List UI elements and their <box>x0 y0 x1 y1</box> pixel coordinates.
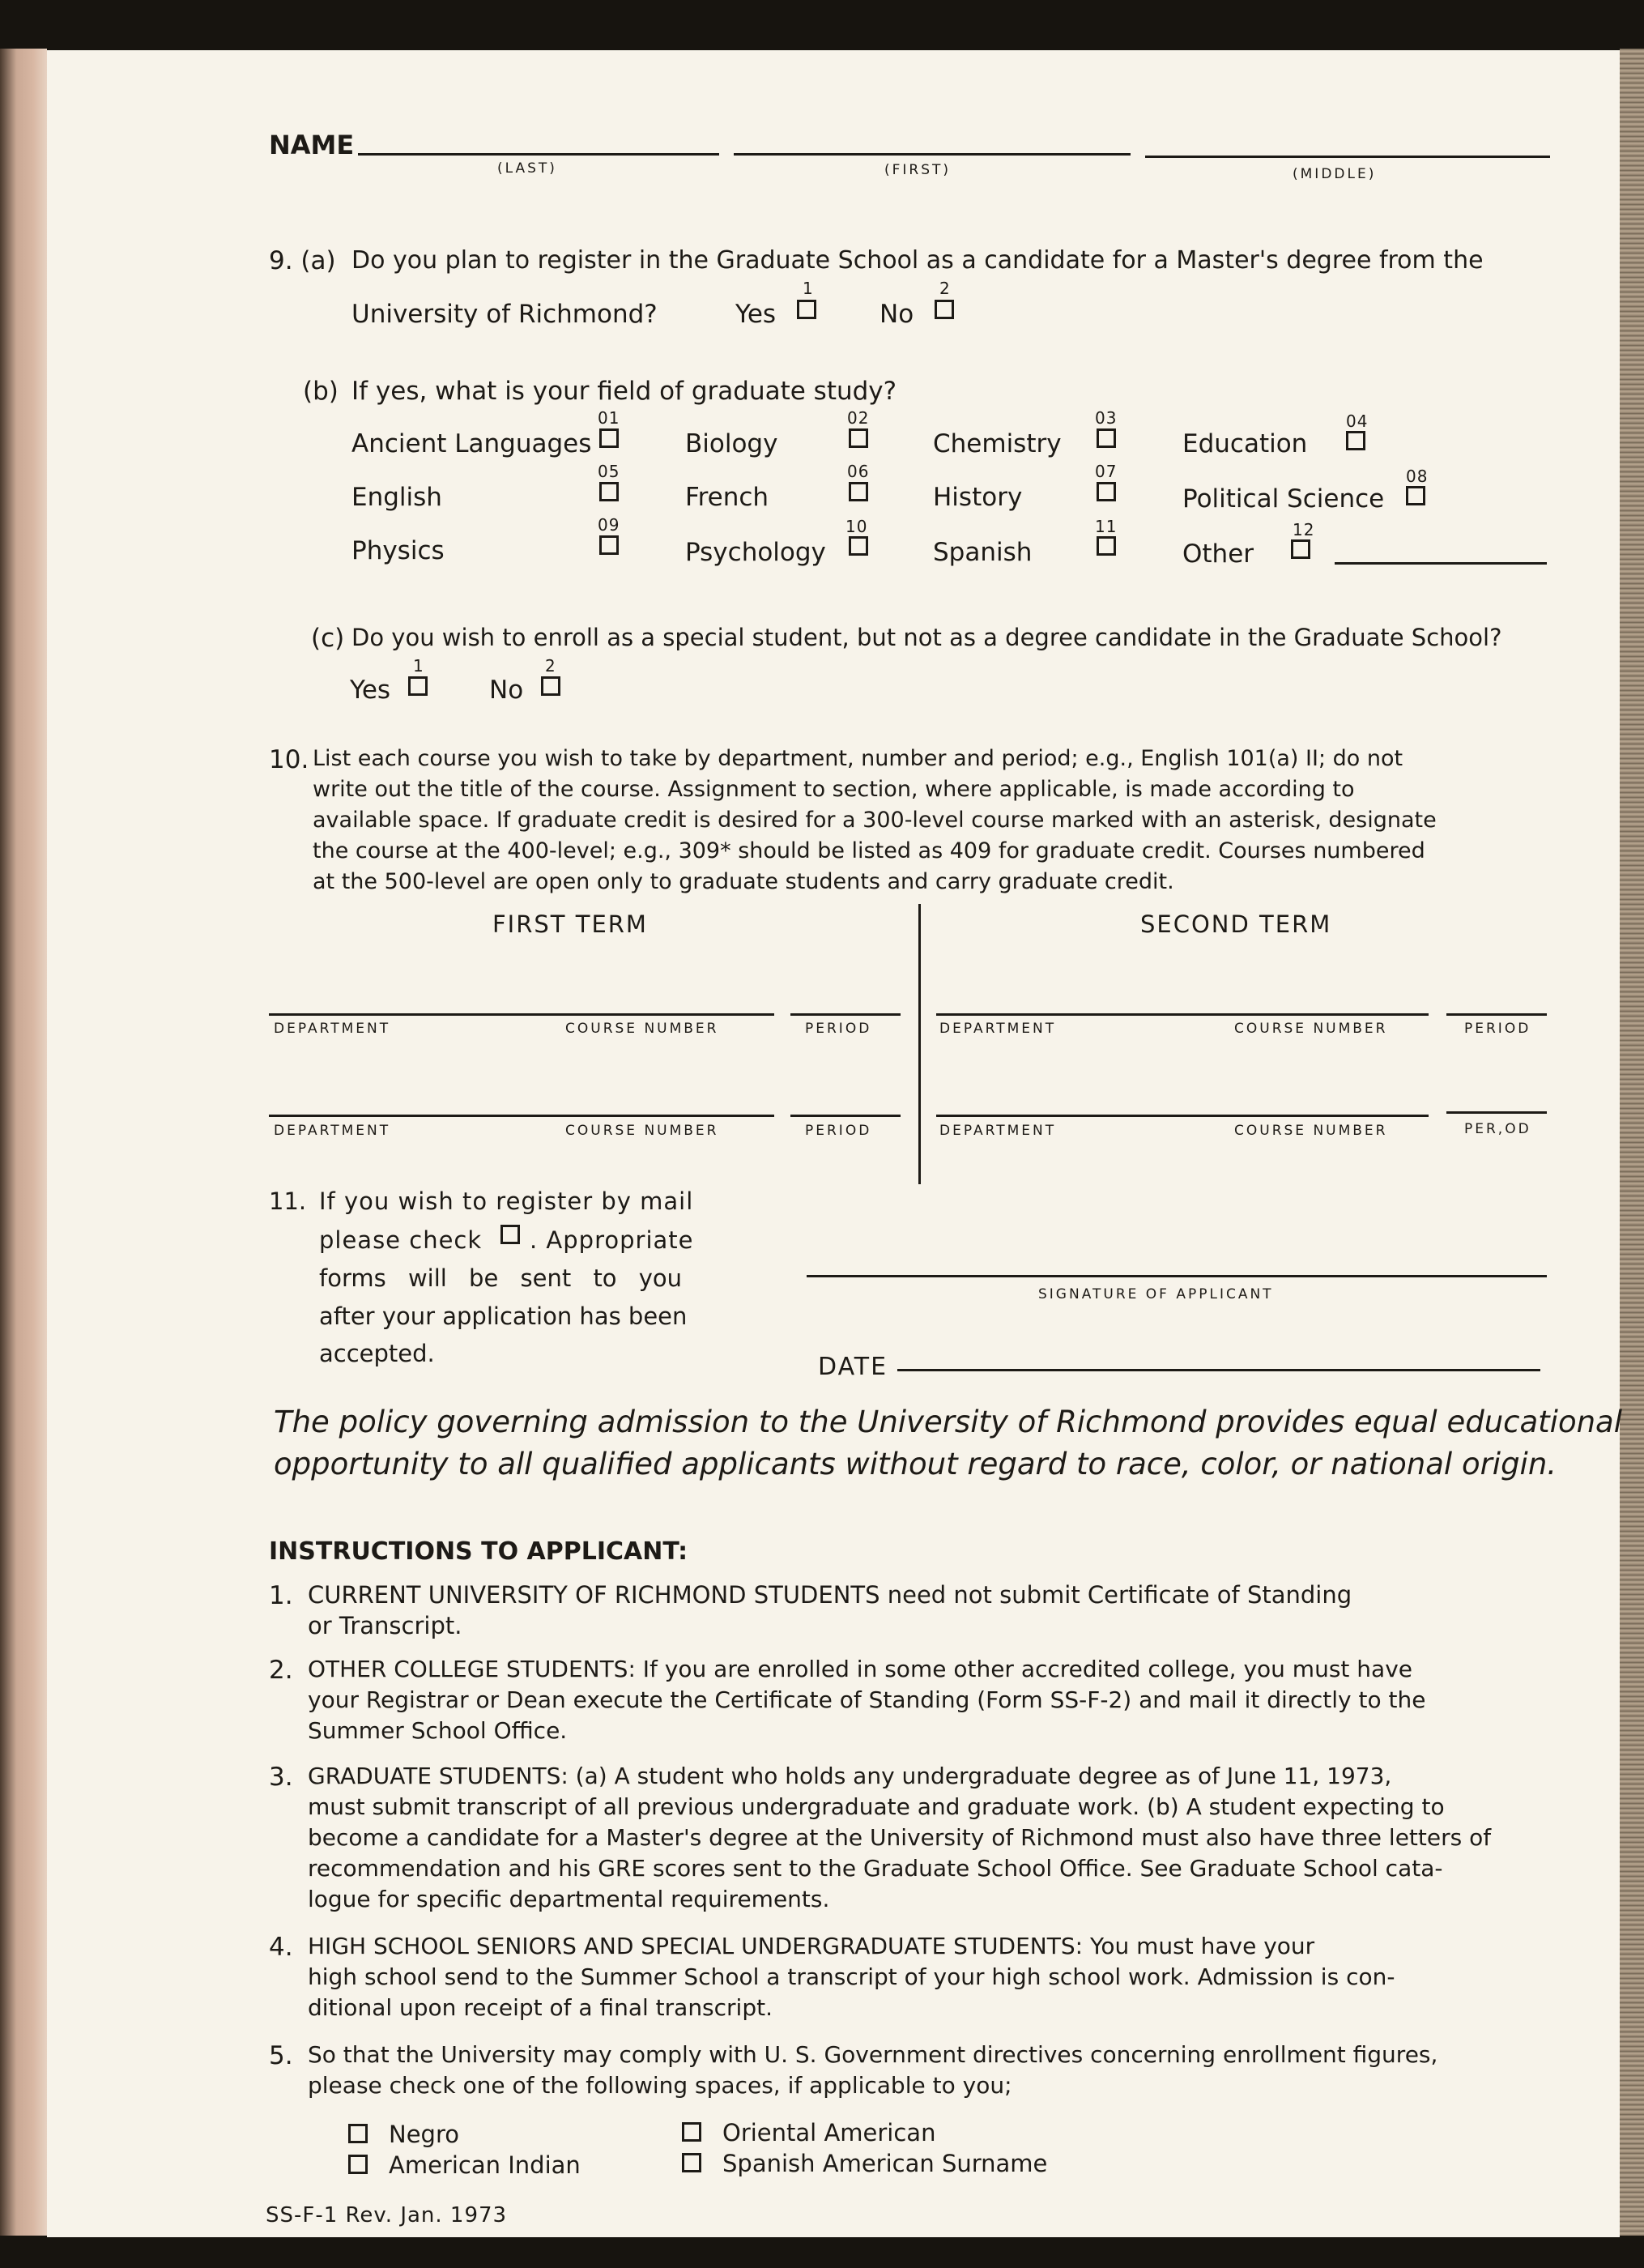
field-label: Political Science <box>1182 484 1385 514</box>
field-checkbox[interactable] <box>599 428 619 448</box>
first-caption: (FIRST) <box>884 162 952 178</box>
period-input-line[interactable] <box>790 1013 901 1016</box>
signature-input-line[interactable] <box>807 1275 1547 1277</box>
form-page <box>47 50 1620 2237</box>
instruction-line: or Transcript. <box>308 1612 462 1639</box>
instruction-number: 2. <box>269 1656 293 1685</box>
option-checkbox[interactable] <box>682 2122 701 2142</box>
instruction-line: your Registrar or Dean execute the Certificate of Standing (Form SS-F-2) and mail it directly to the <box>308 1686 1426 1713</box>
q9c-no-label: No <box>489 676 524 705</box>
instructions-heading: INSTRUCTIONS TO APPLICANT: <box>269 1537 688 1566</box>
q9c-no-checkbox[interactable] <box>541 676 560 696</box>
field-label: Psychology <box>685 538 826 567</box>
period-input-line[interactable] <box>790 1115 901 1117</box>
instruction-line: ditional upon receipt of a final transcript. <box>308 1994 773 2021</box>
q9a-no-label: No <box>879 300 914 329</box>
course-number-caption: COURSE NUMBER <box>1234 1021 1388 1037</box>
first-name-field[interactable] <box>734 153 1131 156</box>
instruction-number: 5. <box>269 2041 293 2070</box>
period-caption: PER,OD <box>1464 1121 1531 1137</box>
q11-line: forms will be sent to you <box>319 1264 683 1292</box>
q11-line: after your application has been <box>319 1302 688 1330</box>
q9c-no-code: 2 <box>545 656 556 676</box>
instruction-number: 1. <box>269 1581 293 1610</box>
field-checkbox[interactable] <box>1291 539 1310 559</box>
field-label: Other <box>1182 539 1254 569</box>
q10-line: write out the title of the course. Assignment to section, where applicable, is made according to <box>313 777 1355 802</box>
period-input-line[interactable] <box>1446 1013 1547 1016</box>
department-caption: DEPARTMENT <box>274 1021 391 1037</box>
middle-name-field[interactable] <box>1145 156 1550 158</box>
field-label: Education <box>1182 429 1308 458</box>
q10-line: at the 500-level are open only to graduate students and carry graduate credit. <box>313 869 1174 894</box>
field-checkbox[interactable] <box>1346 431 1365 450</box>
option-checkbox[interactable] <box>348 2124 368 2143</box>
option-checkbox[interactable] <box>682 2153 701 2172</box>
field-code: 07 <box>1095 462 1118 481</box>
q9a-yes-label: Yes <box>735 300 777 329</box>
q9b-label: (b) <box>303 377 339 406</box>
field-code: 09 <box>598 515 620 535</box>
period-caption: PERIOD <box>805 1021 872 1037</box>
last-name-field[interactable] <box>358 153 719 156</box>
field-checkbox[interactable] <box>1406 486 1425 505</box>
option-label: Spanish American Surname <box>722 2150 1048 2177</box>
field-checkbox[interactable] <box>849 482 868 501</box>
instruction-line: CURRENT UNIVERSITY OF RICHMOND STUDENTS need not submit Certificate of Standing <box>308 1581 1352 1609</box>
instruction-line: logue for specific departmental requirements. <box>308 1886 830 1912</box>
period-caption: PERIOD <box>1464 1021 1531 1037</box>
course-number-caption: COURSE NUMBER <box>1234 1123 1388 1139</box>
middle-caption: (MIDDLE) <box>1293 166 1377 182</box>
option-checkbox[interactable] <box>348 2155 368 2174</box>
field-label: History <box>933 483 1023 512</box>
period-input-line[interactable] <box>1446 1111 1547 1114</box>
field-checkbox[interactable] <box>1097 536 1116 556</box>
q9a-no-checkbox[interactable] <box>935 300 954 319</box>
field-checkbox[interactable] <box>599 535 619 555</box>
q9c-text: Do you wish to enroll as a special student, but not as a degree candidate in the Graduate School? <box>351 624 1502 651</box>
option-label: Negro <box>389 2121 459 2148</box>
other-field-input[interactable] <box>1335 562 1547 565</box>
field-label: English <box>351 483 442 512</box>
field-checkbox[interactable] <box>1097 482 1116 501</box>
q10-line: List each course you wish to take by department, number and period; e.g., English 101(a) II; do not <box>313 746 1403 771</box>
name-label: NAME <box>269 130 355 160</box>
field-code: 11 <box>1095 517 1118 536</box>
q9c-label: (c) <box>311 624 345 653</box>
field-code: 06 <box>847 462 870 481</box>
course-input-line[interactable] <box>269 1013 774 1016</box>
first-term-heading: FIRST TERM <box>492 910 648 938</box>
q9a-no-code: 2 <box>939 279 951 298</box>
course-number-caption: COURSE NUMBER <box>565 1021 719 1037</box>
instruction-line: GRADUATE STUDENTS: (a) A student who holds any undergraduate degree as of June 11, 1973, <box>308 1763 1392 1789</box>
q9c-yes-code: 1 <box>413 656 424 676</box>
field-checkbox[interactable] <box>1097 428 1116 448</box>
department-caption: DEPARTMENT <box>274 1123 391 1139</box>
option-label: American Indian <box>389 2151 581 2179</box>
q11-line: . Appropriate <box>530 1226 694 1254</box>
instruction-line: high school send to the Summer School a transcript of your high school work. Admission is con- <box>308 1963 1395 1990</box>
instruction-line: become a candidate for a Master's degree at the University of Richmond must also have three letters of <box>308 1824 1492 1851</box>
form-number-footer: SS-F-1 Rev. Jan. 1973 <box>266 2203 508 2228</box>
field-label: French <box>685 483 769 512</box>
field-code: 05 <box>598 462 620 481</box>
course-input-line[interactable] <box>936 1115 1429 1117</box>
department-caption: DEPARTMENT <box>939 1021 1057 1037</box>
instruction-number: 4. <box>269 1933 293 1962</box>
q11-number: 11. <box>269 1187 307 1215</box>
date-label: DATE <box>818 1353 888 1381</box>
field-checkbox[interactable] <box>599 482 619 501</box>
field-label: Spanish <box>933 538 1033 567</box>
q11-line: please check <box>319 1226 483 1254</box>
field-label: Biology <box>685 429 778 458</box>
field-code: 12 <box>1293 520 1315 539</box>
term-divider <box>918 904 921 1184</box>
q10-line: the course at the 400-level; e.g., 309* should be listed as 409 for graduate credit. Courses numbered <box>313 838 1425 863</box>
last-caption: (LAST) <box>497 160 557 177</box>
field-code: 10 <box>845 517 868 536</box>
field-label: Physics <box>351 536 445 565</box>
course-input-line[interactable] <box>269 1115 774 1117</box>
instruction-line: must submit transcript of all previous undergraduate and graduate work. (b) A student expecting to <box>308 1793 1445 1820</box>
field-checkbox[interactable] <box>849 428 868 448</box>
instruction-line: recommendation and his GRE scores sent to the Graduate School Office. See Graduate School cata- <box>308 1855 1443 1882</box>
page-edge <box>1620 49 1644 2236</box>
q9a-text2: University of Richmond? <box>351 300 658 329</box>
option-label: Oriental American <box>722 2119 936 2146</box>
q9c-yes-label: Yes <box>350 676 391 705</box>
field-code: 08 <box>1406 467 1429 486</box>
instruction-line: please check one of the following spaces, if applicable to you; <box>308 2072 1012 2099</box>
policy-line: The policy governing admission to the University of Richmond provides equal educational <box>274 1405 1622 1439</box>
field-checkbox[interactable] <box>849 536 868 556</box>
book-spine <box>0 49 47 2236</box>
field-label: Chemistry <box>933 429 1062 458</box>
instruction-number: 3. <box>269 1763 293 1792</box>
signature-caption: SIGNATURE OF APPLICANT <box>1038 1286 1274 1302</box>
instruction-line: Summer School Office. <box>308 1717 568 1744</box>
q10-instructions <box>313 744 1548 897</box>
q9a-yes-code: 1 <box>803 279 814 298</box>
field-label: Ancient Languages <box>351 429 592 458</box>
date-input-line[interactable] <box>897 1369 1540 1371</box>
department-caption: DEPARTMENT <box>939 1123 1057 1139</box>
q10-line: available space. If graduate credit is desired for a 300-level course marked with an asterisk, designate <box>313 808 1437 833</box>
instruction-line: HIGH SCHOOL SENIORS AND SPECIAL UNDERGRADUATE STUDENTS: You must have your <box>308 1933 1315 1959</box>
second-term-heading: SECOND TERM <box>1140 910 1332 938</box>
field-code: 03 <box>1095 408 1118 428</box>
field-code: 01 <box>598 408 620 428</box>
register-by-mail-checkbox[interactable] <box>500 1225 520 1244</box>
q9b-text: If yes, what is your field of graduate study? <box>351 377 897 406</box>
q9a-yes-checkbox[interactable] <box>797 300 816 319</box>
q9a-text: Do you plan to register in the Graduate School as a candidate for a Master's degree from the <box>351 246 1484 275</box>
instruction-line: OTHER COLLEGE STUDENTS: If you are enrolled in some other accredited college, you must have <box>308 1656 1412 1682</box>
course-input-line[interactable] <box>936 1013 1429 1016</box>
policy-line: opportunity to all qualified applicants without regard to race, color, or national origin. <box>274 1447 1557 1481</box>
field-code: 02 <box>847 408 870 428</box>
q9a-number: 9. (a) <box>269 246 336 275</box>
q11-line: accepted. <box>319 1340 435 1367</box>
q11-line: If you wish to register by mail <box>319 1187 694 1215</box>
instruction-line: So that the University may comply with U. S. Government directives concerning enrollment figures, <box>308 2041 1438 2068</box>
q10-number: 10. <box>269 745 309 774</box>
course-number-caption: COURSE NUMBER <box>565 1123 719 1139</box>
period-caption: PERIOD <box>805 1123 872 1139</box>
field-code: 04 <box>1346 411 1369 431</box>
q9c-yes-checkbox[interactable] <box>408 676 428 696</box>
